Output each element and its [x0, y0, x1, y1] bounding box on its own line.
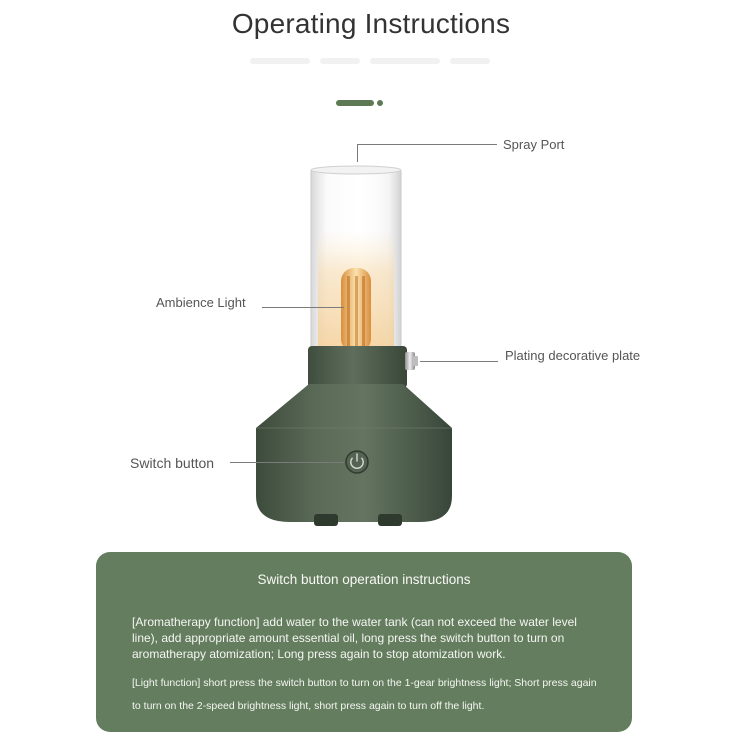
switch-button-line [230, 462, 344, 463]
aromatherapy-instructions: [Aromatherapy function] add water to the water tank (can not exceed the water level line), add appropriate amount essential oil, long press the switch button to turn on aromatherapy atomization; Long press again to stop atomization work. [132, 615, 577, 661]
spray-port-line-horizontal [357, 144, 497, 145]
switch-button-label: Switch button [130, 455, 215, 471]
spray-port-line-vertical [357, 144, 358, 162]
light-instructions: [Light function] short press the switch button to turn on the 1-gear brightness light; Short press again to turn on the 2-speed brightness light, short press again to turn off the light. [132, 677, 597, 712]
instructions-title: Switch button operation instructions [257, 572, 471, 587]
plating-plate-line [420, 361, 498, 362]
ambience-light-label: Ambience Light [156, 295, 246, 310]
ambience-light-line [262, 307, 344, 308]
plating-plate-label: Plating decorative plate [505, 348, 641, 363]
page-title: Operating Instructions [231, 8, 511, 39]
spray-port-label: Spray Port [503, 137, 565, 152]
instructions-card [96, 552, 632, 732]
power-icon [346, 451, 368, 473]
neck [308, 346, 407, 388]
